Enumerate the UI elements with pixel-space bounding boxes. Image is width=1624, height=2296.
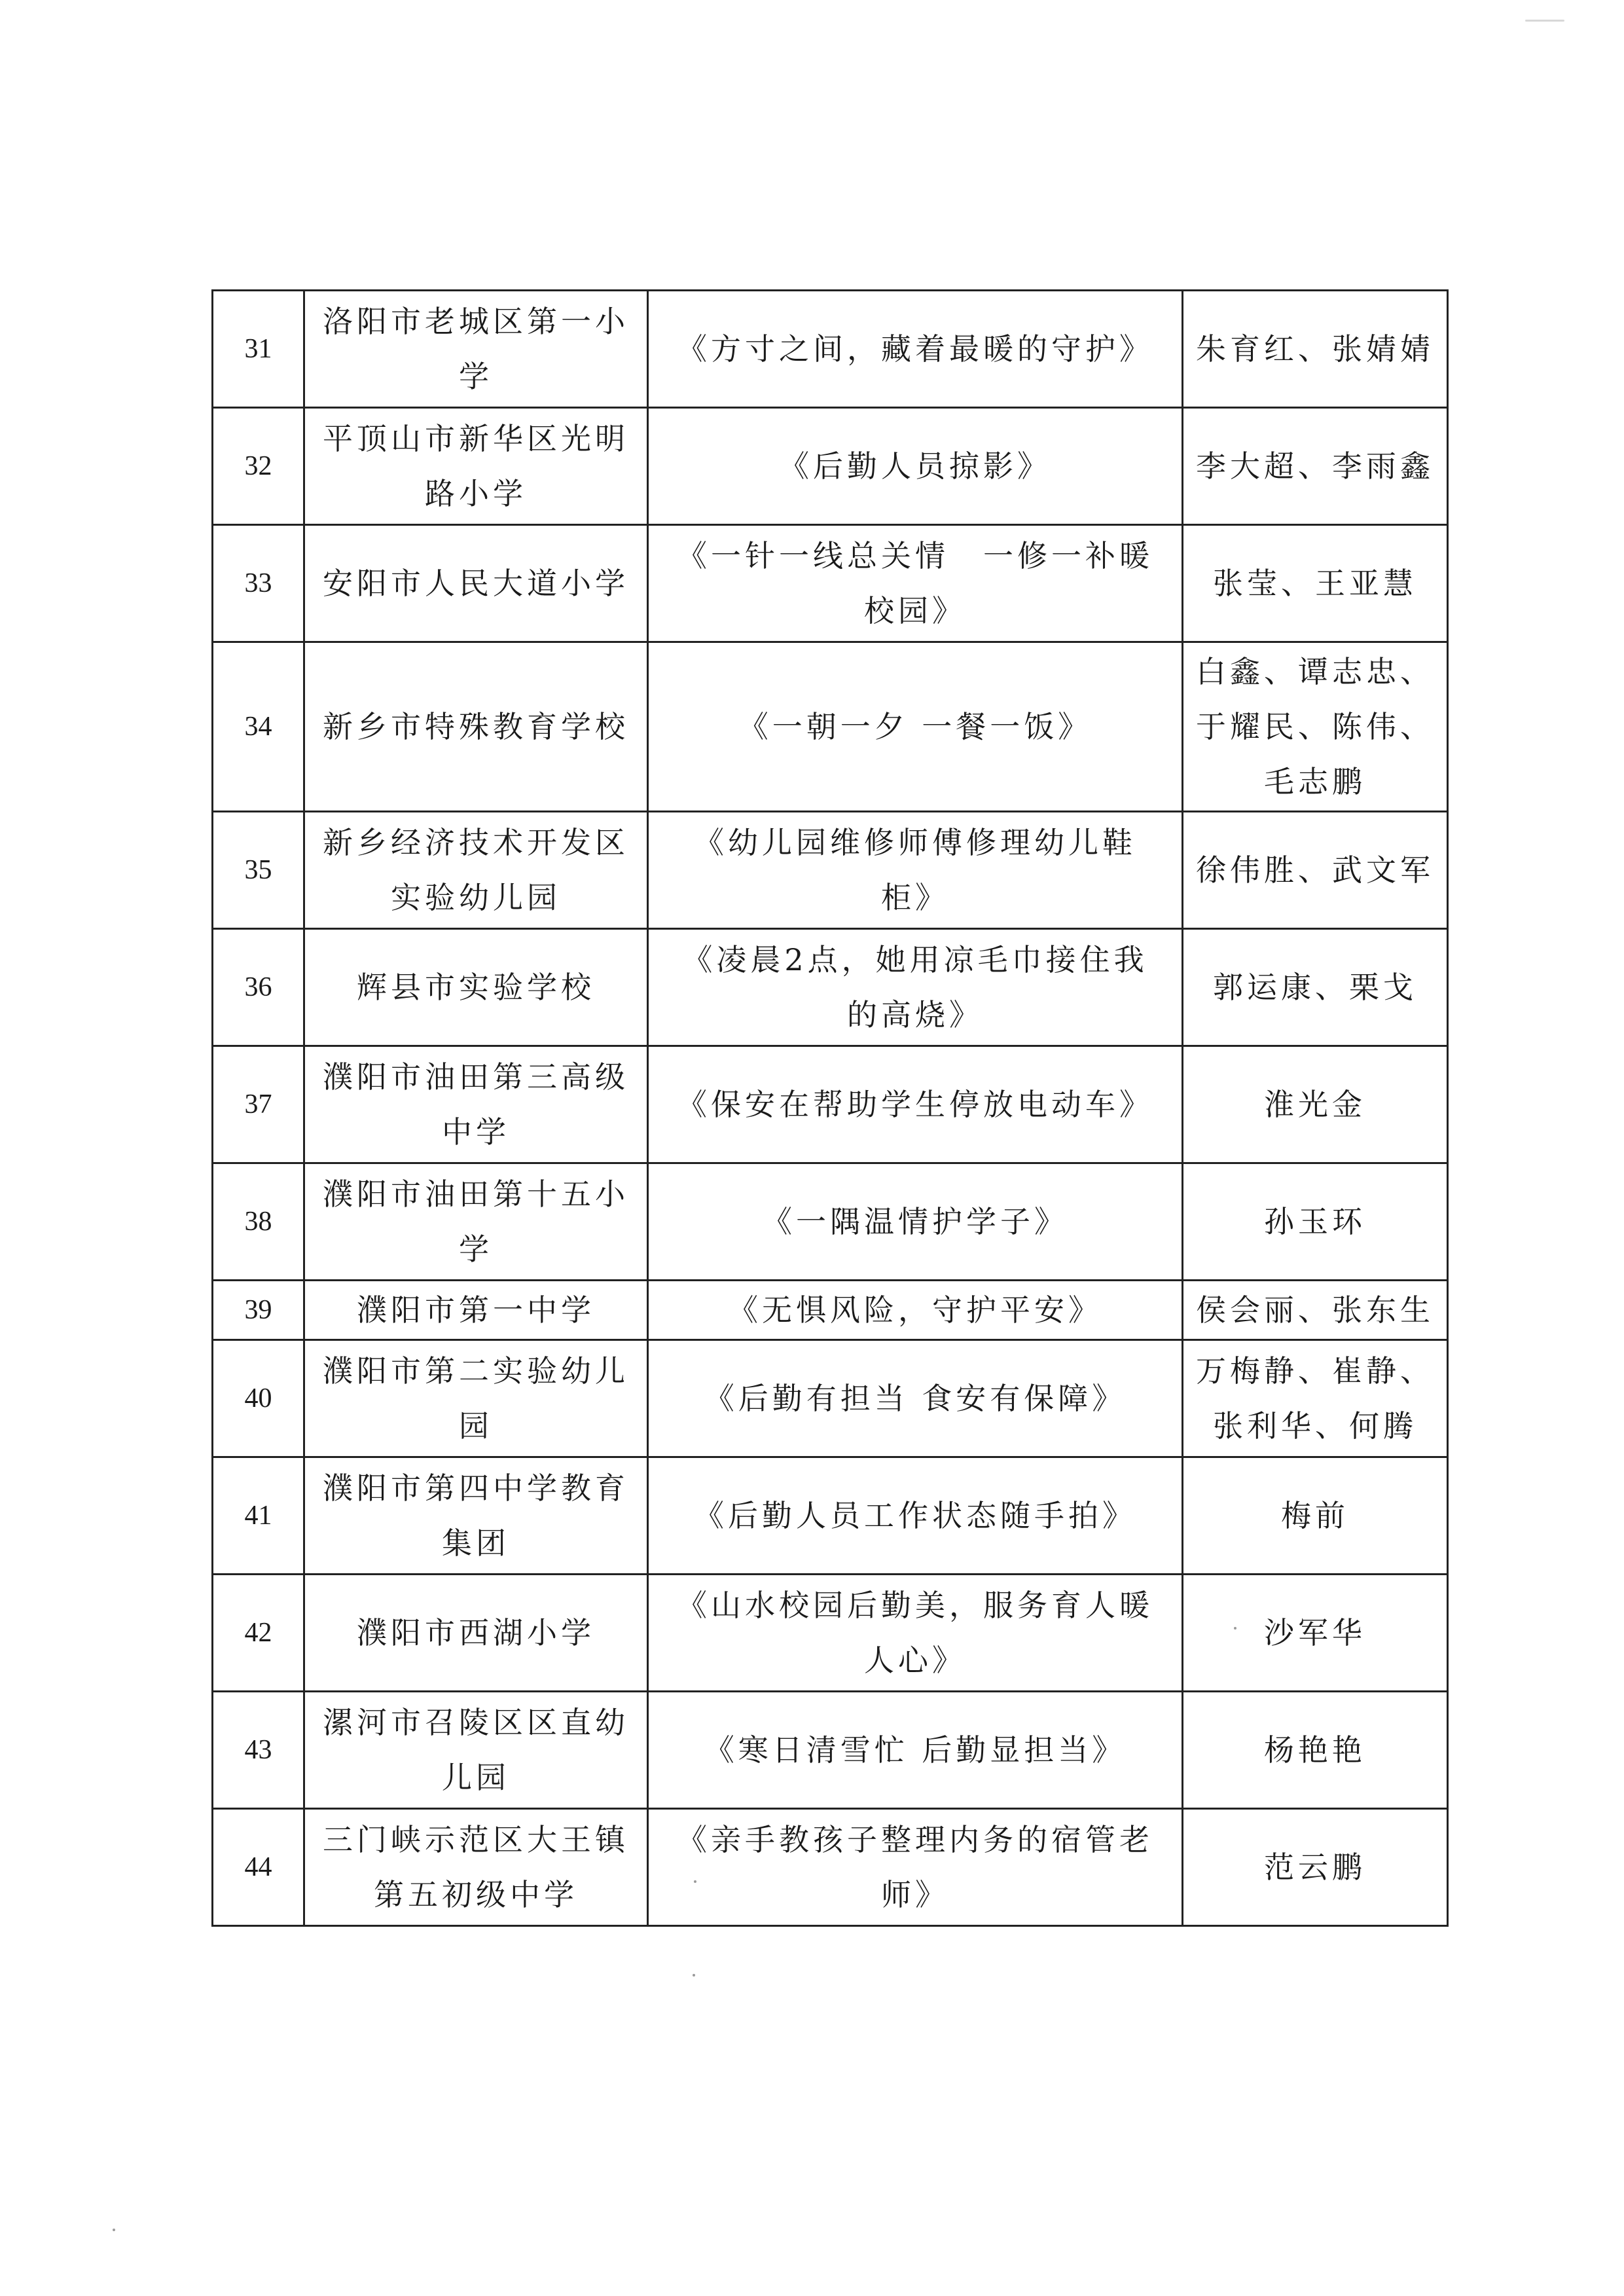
- authors-cell: 淮光金: [1183, 1046, 1448, 1163]
- school-cell: 平顶山市新华区光明路小学: [304, 408, 648, 525]
- work-title-cell: 《无惧风险，守护平安》: [648, 1281, 1183, 1340]
- school-cell: 新乡市特殊教育学校: [304, 642, 648, 812]
- school-cell: 三门峡示范区大王镇第五初级中学: [304, 1809, 648, 1926]
- work-title-cell: 《一朝一夕 一餐一饭》: [648, 642, 1183, 812]
- work-title-cell: 《保安在帮助学生停放电动车》: [648, 1046, 1183, 1163]
- school-cell: 濮阳市第一中学: [304, 1281, 648, 1340]
- table-row: [213, 929, 1448, 1046]
- authors-cell: 孙玉环: [1183, 1163, 1448, 1281]
- scan-speck: [1525, 20, 1564, 22]
- row-number: 38: [213, 1163, 304, 1281]
- row-number: 32: [213, 408, 304, 525]
- work-title-cell: 《方寸之间，藏着最暖的守护》: [648, 291, 1183, 408]
- authors-cell: 万梅静、崔静、张利华、何腾: [1183, 1340, 1448, 1457]
- row-number: 35: [213, 812, 304, 929]
- school-cell: 濮阳市油田第十五小学: [304, 1163, 648, 1281]
- table-row: [213, 1809, 1448, 1926]
- work-title-cell: 《一隅温情护学子》: [648, 1163, 1183, 1281]
- row-number: 36: [213, 929, 304, 1046]
- school-cell: 濮阳市西湖小学: [304, 1575, 648, 1692]
- row-number: 43: [213, 1692, 304, 1809]
- school-cell: 濮阳市第四中学教育集团: [304, 1457, 648, 1575]
- row-number: 37: [213, 1046, 304, 1163]
- authors-cell: 张莹、王亚慧: [1183, 525, 1448, 642]
- authors-cell: 杨艳艳: [1183, 1692, 1448, 1809]
- table-row: [213, 1340, 1448, 1457]
- row-number: 41: [213, 1457, 304, 1575]
- authors-cell: 徐伟胜、武文军: [1183, 812, 1448, 929]
- school-cell: 洛阳市老城区第一小学: [304, 291, 648, 408]
- scan-speck: [693, 1974, 695, 1977]
- school-cell: 漯河市召陵区区直幼儿园: [304, 1692, 648, 1809]
- authors-cell: 白鑫、谭志忠、于耀民、陈伟、毛志鹏: [1183, 642, 1448, 812]
- table-row: [213, 642, 1448, 812]
- authors-cell: 朱育红、张婧婧: [1183, 291, 1448, 408]
- work-title-cell: 《一针一线总关情 一修一补暖校园》: [648, 525, 1183, 642]
- authors-cell: 沙军华: [1183, 1575, 1448, 1692]
- authors-cell: 郭运康、栗戈: [1183, 929, 1448, 1046]
- table-row: [213, 1575, 1448, 1692]
- authors-cell: 李大超、李雨鑫: [1183, 408, 1448, 525]
- work-title-cell: 《后勤有担当 食安有保障》: [648, 1340, 1183, 1457]
- table-row: [213, 812, 1448, 929]
- table-row: [213, 1457, 1448, 1575]
- scan-speck: [1234, 1627, 1236, 1630]
- work-title-cell: 《凌晨2点，她用凉毛巾接住我的高烧》: [648, 929, 1183, 1046]
- work-title-cell: 《山水校园后勤美，服务育人暖人心》: [648, 1575, 1183, 1692]
- work-title-cell: 《后勤人员掠影》: [648, 408, 1183, 525]
- work-title-cell: 《后勤人员工作状态随手拍》: [648, 1457, 1183, 1575]
- school-cell: 安阳市人民大道小学: [304, 525, 648, 642]
- row-number: 31: [213, 291, 304, 408]
- authors-cell: 梅前: [1183, 1457, 1448, 1575]
- award-list-table: [211, 289, 1449, 1927]
- school-cell: 濮阳市第二实验幼儿园: [304, 1340, 648, 1457]
- table-row: [213, 291, 1448, 408]
- row-number: 44: [213, 1809, 304, 1926]
- work-title-cell: 《幼儿园维修师傅修理幼儿鞋柜》: [648, 812, 1183, 929]
- row-number: 42: [213, 1575, 304, 1692]
- authors-cell: 侯会丽、张东生: [1183, 1281, 1448, 1340]
- table-row: [213, 1281, 1448, 1340]
- row-number: 40: [213, 1340, 304, 1457]
- school-cell: 濮阳市油田第三高级中学: [304, 1046, 648, 1163]
- table-row: [213, 1046, 1448, 1163]
- school-cell: 辉县市实验学校: [304, 929, 648, 1046]
- table-row: [213, 408, 1448, 525]
- scan-speck: [113, 2229, 115, 2231]
- work-title-cell: 《寒日清雪忙 后勤显担当》: [648, 1692, 1183, 1809]
- authors-cell: 范云鹏: [1183, 1809, 1448, 1926]
- row-number: 34: [213, 642, 304, 812]
- table-row: [213, 1163, 1448, 1281]
- row-number: 33: [213, 525, 304, 642]
- scan-speck: [694, 1880, 696, 1883]
- school-cell: 新乡经济技术开发区实验幼儿园: [304, 812, 648, 929]
- table-row: [213, 525, 1448, 642]
- work-title-cell: 《亲手教孩子整理内务的宿管老师》: [648, 1809, 1183, 1926]
- row-number: 39: [213, 1281, 304, 1340]
- table-row: [213, 1692, 1448, 1809]
